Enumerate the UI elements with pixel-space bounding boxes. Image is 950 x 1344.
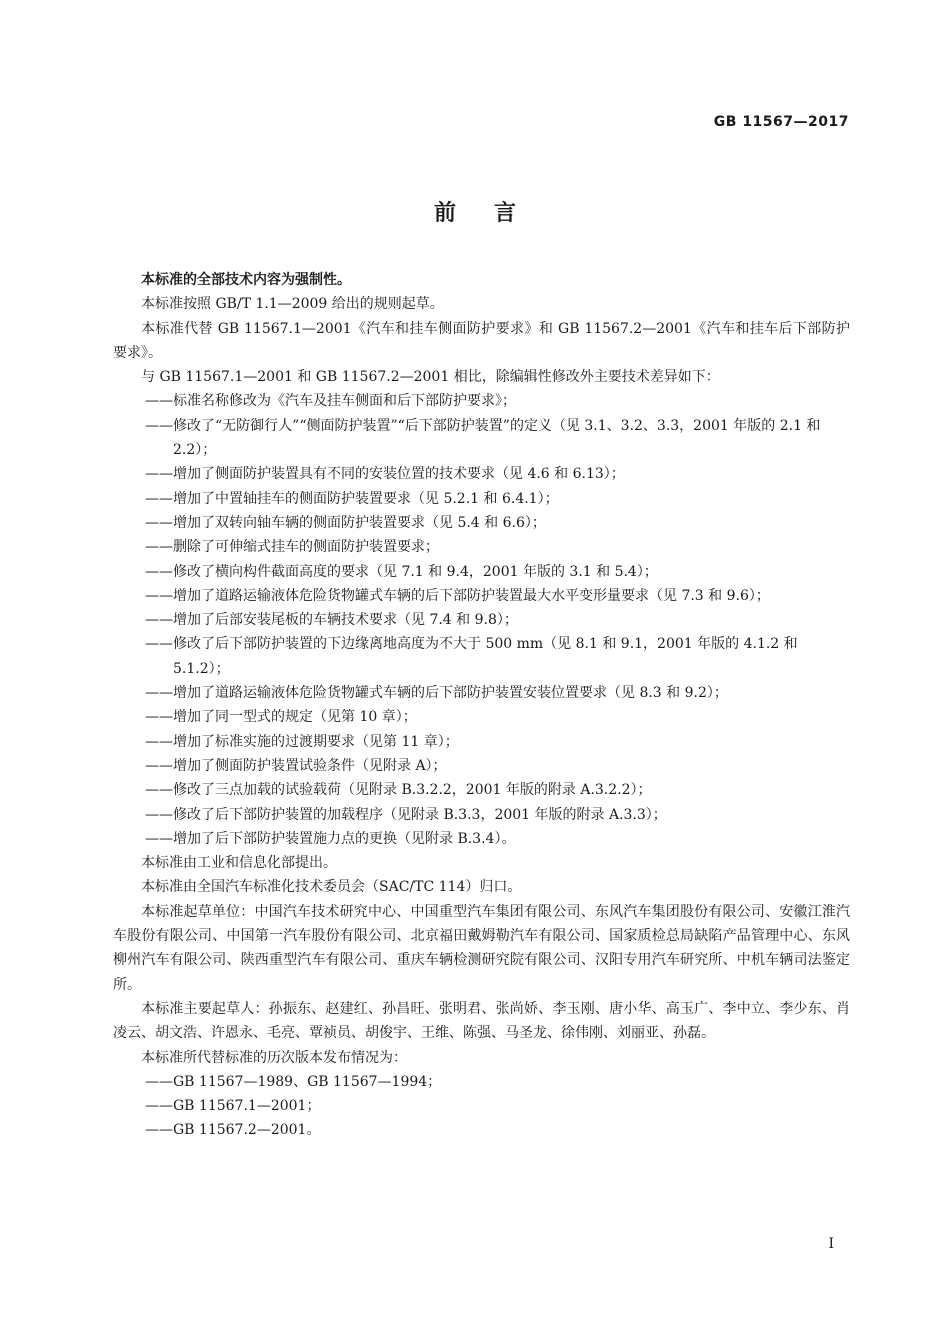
change-item: ——修改了后下部防护装置的下边缘离地高度为不大于 500 mm（见 8.1 和 9.1，2001 年版的 4.1.2 和 5.1.2）； xyxy=(145,636,798,677)
drafting-units-paragraph: 本标准起草单位：中国汽车技术研究中心、中国重型汽车集团有限公司、东风汽车集团股份有限公司、安徽江淮汽车股份有限公司、中国第一汽车股份有限公司、北京福田戴姆勒汽车有限公司、国家质检总局缺陷产品管理中心、东风柳州汽车有限公司、陕西重型汽车有限公司、重庆车辆检测研究院有限公司、汉阳专用汽车研究所、中机车辆司法鉴定所。 xyxy=(113,903,850,993)
change-item: ——增加了后下部防护装置施力点的更换（见附录 B.3.4）。 xyxy=(145,830,516,847)
drafting-rule-paragraph: 本标准按照 GB/T 1.1—2009 给出的规则起草。 xyxy=(141,296,444,313)
mandatory-statement: 本标准的全部技术内容为强制性。 xyxy=(141,272,351,288)
history-item: ——GB 11567.2—2001。 xyxy=(145,1122,321,1139)
change-item: ——增加了同一型式的规定（见第 10 章）； xyxy=(145,709,417,726)
change-item: ——删除了可伸缩式挂车的侧面防护装置要求； xyxy=(145,539,439,556)
change-item: ——修改了“无防御行人”“侧面防护装置”“后下部防护装置”的定义（见 3.1、3.2、3.3，2001 年版的 2.1 和 2.2）； xyxy=(145,417,821,459)
change-item: ——增加了道路运输液体危险货物罐式车辆的后下部防护装置最大水平变形量要求（见 7.3 和 9.6）； xyxy=(145,587,770,604)
proposer-paragraph: 本标准由工业和信息化部提出。 xyxy=(141,855,337,872)
change-item: ——修改了后下部防护装置的加载程序（见附录 B.3.3，2001 年版的附录 A.3.3）； xyxy=(145,806,667,823)
history-item: ——GB 11567.1—2001； xyxy=(145,1098,321,1115)
differences-intro-paragraph: 与 GB 11567.1—2001 和 GB 11567.2—2001 相比，除编辑性修改外主要技术差异如下： xyxy=(141,369,720,386)
replacement-paragraph: 本标准代替 GB 11567.1—2001《汽车和挂车侧面防护要求》和 GB 11567.2—2001《汽车和挂车后下部防护要求》。 xyxy=(113,320,850,361)
page-number: I xyxy=(828,1236,834,1252)
change-item: ——增加了侧面防护装置试验条件（见附录 A）； xyxy=(145,757,447,774)
change-item: ——增加了道路运输液体危险货物罐式车辆的后下部防护装置安装位置要求（见 8.3 和 9.2）； xyxy=(145,685,728,702)
standard-code: GB 11567—2017 xyxy=(713,114,849,130)
foreword-body xyxy=(113,268,850,1143)
change-item: ——增加了标准实施的过渡期要求（见第 11 章）； xyxy=(145,733,459,750)
history-intro-paragraph: 本标准所代替标准的历次版本发布情况为： xyxy=(141,1049,407,1066)
history-item: ——GB 11567—1989、GB 11567—1994； xyxy=(145,1073,442,1090)
change-item: ——增加了后部安装尾板的车辆技术要求（见 7.4 和 9.8）； xyxy=(145,612,518,629)
change-item: ——增加了侧面防护装置具有不同的安装位置的技术要求（见 4.6 和 6.13）； xyxy=(145,466,625,483)
change-item: ——标准名称修改为《汽车及挂车侧面和后下部防护要求》； xyxy=(145,393,516,410)
page-title: 前言 xyxy=(433,201,554,226)
change-item: ——修改了三点加载的试验载荷（见附录 B.3.2.2，2001 年版的附录 A.3.2.2）； xyxy=(145,782,652,799)
change-item: ——增加了中置轴挂车的侧面防护装置要求（见 5.2.1 和 6.4.1）； xyxy=(145,490,559,507)
committee-paragraph: 本标准由全国汽车标准化技术委员会（SAC/TC 114）归口。 xyxy=(141,879,522,896)
drafters-paragraph: 本标准主要起草人：孙振东、赵建红、孙昌旺、张明君、张尚娇、李玉刚、唐小华、高玉广、李中立、李少东、肖凌云、胡文浩、许恩永、毛亮、覃祯员、胡俊宇、王维、陈强、马圣龙、徐伟刚、刘丽亚、孙磊。 xyxy=(113,1000,850,1042)
change-item: ——增加了双转向轴车辆的侧面防护装置要求（见 5.4 和 6.6）； xyxy=(145,514,546,531)
change-item: ——修改了横向构件截面高度的要求（见 7.1 和 9.4，2001 年版的 3.1 和 5.4）； xyxy=(145,563,658,580)
